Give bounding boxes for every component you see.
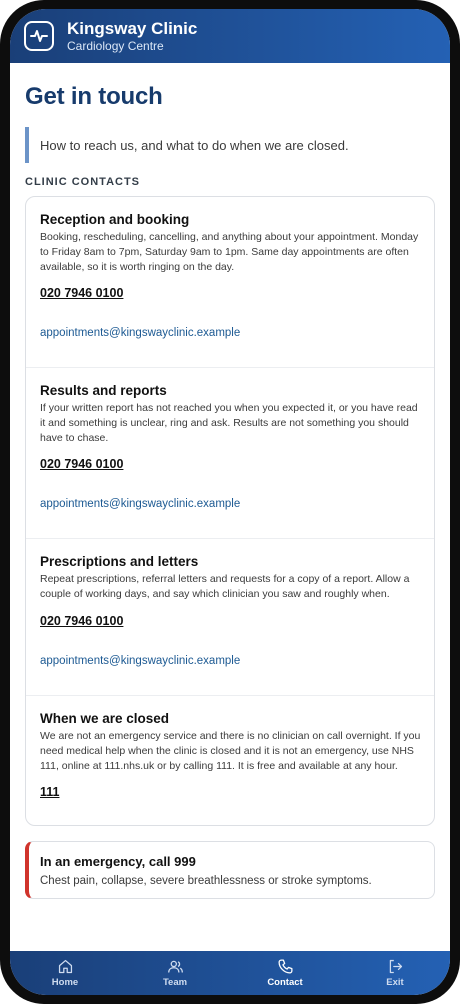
tab-label: Contact [267,977,303,988]
emergency-notice [25,841,435,899]
tab-contact[interactable] [230,951,340,995]
contact-prescriptions [26,539,434,696]
contact-title: Prescriptions and letters [40,554,199,569]
contact-title: When we are closed [40,711,170,726]
contact-closed [26,696,434,826]
contact-email-link[interactable]: appointments@kingswayclinic.example [40,655,241,667]
clinic-subtitle: Cardiology Centre [67,38,164,53]
contact-description: Repeat prescriptions, referral letters and requests for a copy of a report. Allow a couple of working days, and say which clinician you saw and roughly when. [40,573,410,600]
bottom-tab-bar [10,951,450,995]
contact-title: Results and reports [40,383,167,398]
tab-label: Exit [386,977,404,988]
contacts-card [25,196,435,826]
emergency-text: Chest pain, collapse, severe breathlessness or stroke symptoms. [40,875,372,887]
contact-description: We are not an emergency service and there is no clinician on call overnight. If you need medical help when the clinic is closed and it is not an emergency, use NHS 111, online at 111.nhs.uk or by calling 111. It is free and available at any hour. [40,730,421,772]
exit-icon [387,958,404,975]
team-icon [167,958,184,975]
contact-phone-link[interactable]: 020 7946 0100 [40,457,124,471]
intro-text: How to reach us, and what to do when we are closed. [40,137,349,153]
page-title: Get in touch [25,83,163,110]
tab-label: Team [162,977,188,988]
contact-title: Reception and booking [40,212,190,227]
clinic-name: Kingsway Clinic [67,18,198,38]
contact-description: Booking, rescheduling, cancelling, and anything about your appointment. Monday to Friday 8am to 7pm, Saturday 9am to 1pm. Same day appointments are often available, so it is worth ringing on the day. [40,231,419,273]
app-header [10,9,450,63]
tab-home[interactable] [10,951,120,995]
contact-phone-link[interactable]: 020 7946 0100 [40,286,124,300]
tab-team[interactable] [120,951,230,995]
contact-email-link[interactable]: appointments@kingswayclinic.example [40,327,241,339]
contact-description: If your written report has not reached you when you expected it, or you have read it and something is unclear, ring and ask. Results are not something you should have to chase. [40,402,418,444]
section-label: CLINIC CONTACTS [25,176,141,188]
phone-icon [277,958,294,975]
emergency-title: In an emergency, call 999 [40,854,196,869]
app-screen [10,9,450,995]
tab-exit[interactable] [340,951,450,995]
contact-phone-link[interactable]: 020 7946 0100 [40,614,124,628]
heartbeat-icon [24,21,54,51]
intro-callout [25,127,435,163]
tab-label: Home [51,977,79,988]
home-icon [57,958,74,975]
contact-email-link[interactable]: appointments@kingswayclinic.example [40,498,241,510]
contact-results [26,368,434,539]
header-text [67,19,197,54]
contact-phone-link[interactable]: 111 [40,785,60,799]
contact-reception [26,197,434,368]
